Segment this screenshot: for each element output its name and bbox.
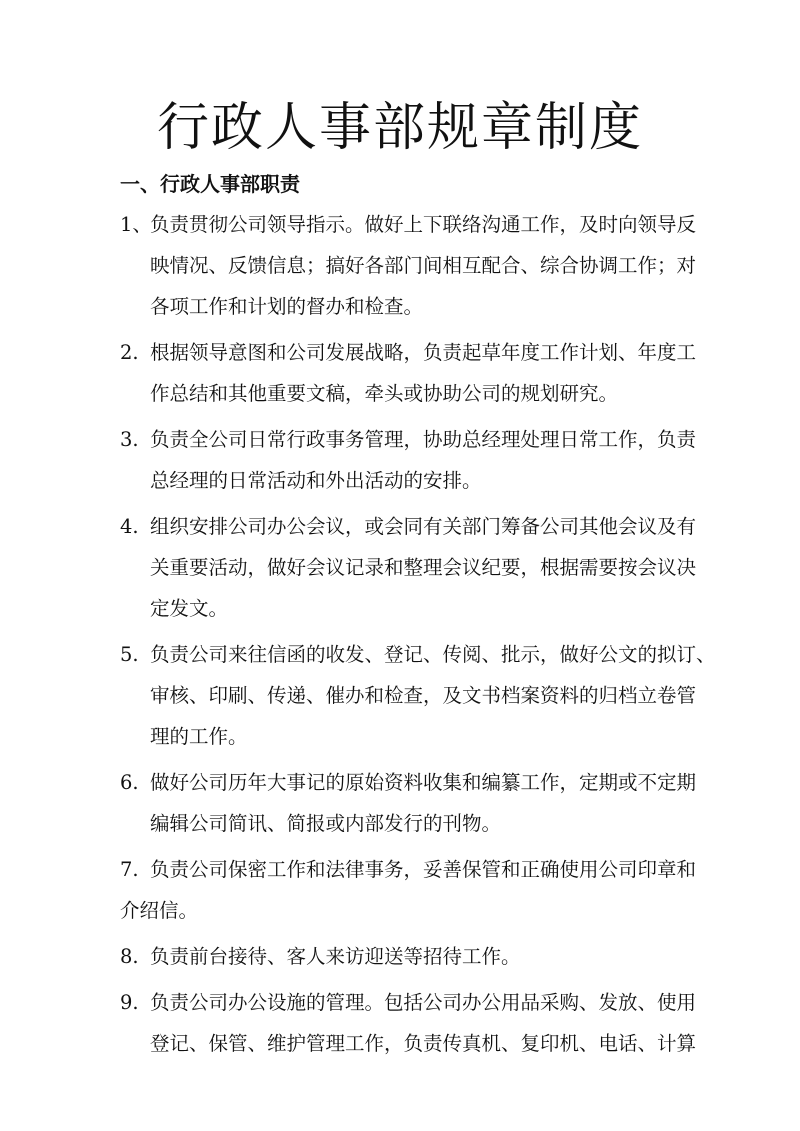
list-item-first-line (120, 332, 697, 373)
list-item-first-line (120, 419, 697, 460)
list-item-number: 3. (120, 428, 139, 451)
list-item-text: 负责前台接待、客人来访迎送等招待工作。 (150, 945, 521, 968)
list-item-first-line (120, 204, 697, 245)
list-item-number: 6. (120, 771, 139, 794)
list-item-text: 负责贯彻公司领导指示。做好上下联络沟通工作，及时向领导反 (150, 213, 697, 236)
list-item (120, 506, 697, 629)
list-item-text: 做好公司历年大事记的原始资料收集和编纂工作，定期或不定期 (150, 771, 697, 794)
list-item-continuation-line: 理的工作。 (150, 725, 248, 748)
list-item-continuation-line: 映情况、反馈信息；搞好各部门间相互配合、综合协调工作；对 (150, 254, 697, 277)
list-item-first-line (120, 849, 697, 890)
list-item (120, 936, 690, 977)
duty-list (120, 204, 716, 1069)
list-item-continuation-line: 登记、保管、维护管理工作，负责传真机、复印机、电话、计算 (150, 1032, 697, 1055)
list-item-continuation-line: 定发文。 (150, 597, 229, 620)
list-item (120, 419, 697, 501)
list-item-text: 负责公司保密工作和法律事务，妥善保管和正确使用公司印章和 (150, 858, 697, 881)
list-item-continuation-line: 审核、印刷、传递、催办和检查，及文书档案资料的归档立卷管 (150, 684, 697, 707)
list-item-first-line (120, 982, 697, 1023)
list-item-first-line (120, 762, 697, 803)
list-item-text: 组织安排公司办公会议，或会同有关部门筹备公司其他会议及有 (150, 515, 697, 538)
list-item-number: 4. (120, 515, 139, 538)
list-item-continuation-line: 介绍信。 (120, 899, 199, 922)
document-title: 行政人事部规章制度 (156, 98, 643, 158)
list-item-first-line (120, 634, 716, 675)
list-item (120, 332, 697, 414)
list-item-text: 负责公司办公设施的管理。包括公司办公用品采购、发放、使用 (150, 991, 697, 1014)
list-item-text: 负责公司来往信函的收发、登记、传阅、批示，做好公文的拟订、 (150, 643, 716, 666)
list-item (120, 762, 697, 844)
list-item-first-line (120, 936, 690, 977)
list-item (120, 634, 716, 757)
section-heading: 一、行政人事部职责 (120, 172, 300, 196)
list-item (120, 204, 697, 327)
list-item-continuation-line: 作总结和其他重要文稿，牵头或协助公司的规划研究。 (150, 382, 619, 405)
list-item (120, 849, 697, 931)
list-item-number: 2. (120, 341, 139, 364)
list-item-number: 7. (120, 858, 139, 881)
list-item-continuation-line: 总经理的日常活动和外出活动的安排。 (150, 469, 482, 492)
list-item-number: 5. (120, 643, 139, 666)
list-item-continuation-line: 各项工作和计划的督办和检查。 (150, 295, 424, 318)
list-item-text: 根据领导意图和公司发展战略，负责起草年度工作计划、年度工 (150, 341, 697, 364)
list-item-number: 8. (120, 945, 139, 968)
list-item-continuation-line: 关重要活动，做好会议记录和整理会议纪要，根据需要按会议决 (150, 556, 697, 579)
list-item-text: 负责全公司日常行政事务管理，协助总经理处理日常工作，负责 (150, 428, 697, 451)
list-item-first-line (120, 506, 697, 547)
list-item-number: 9. (120, 991, 139, 1014)
list-item-continuation-line: 编辑公司简讯、简报或内部发行的刊物。 (150, 812, 502, 835)
list-item (120, 982, 697, 1064)
list-item-number: 1、 (120, 213, 152, 236)
